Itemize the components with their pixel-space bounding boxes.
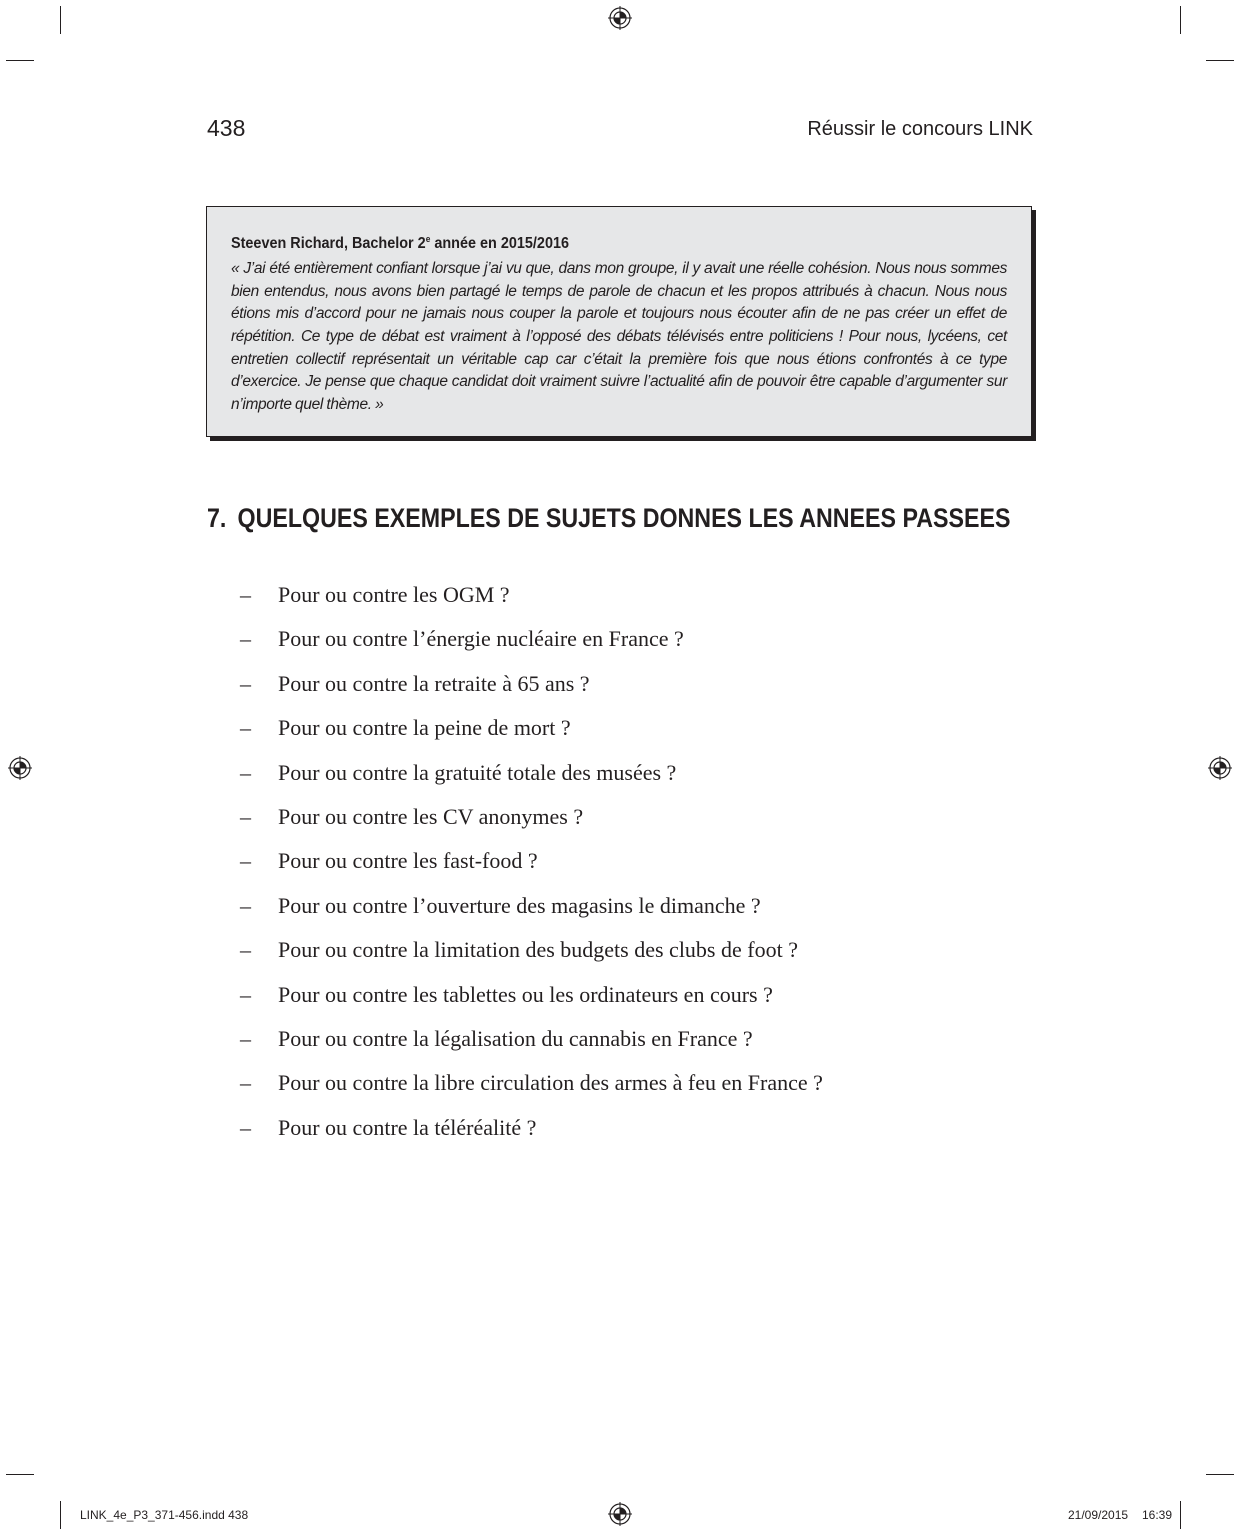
registration-mark-icon [1208,756,1232,780]
topic-text: Pour ou contre la limitation des budgets des clubs de foot ? [278,937,798,963]
topic-text: Pour ou contre les tablettes ou les ordinateurs en cours ? [278,981,773,1007]
crop-mark-right-bottom [1206,1474,1234,1475]
topic-text: Pour ou contre la peine de mort ? [278,715,571,741]
topic-text: Pour ou contre la gratuité totale des musées ? [278,759,677,785]
list-item [240,1111,823,1155]
list-item [240,667,823,711]
list-item [240,844,823,888]
list-item [240,711,823,755]
crop-mark-right-top [1206,60,1234,61]
list-dash: – [240,1114,251,1140]
author-superscript: e [425,234,431,244]
footer-file-slug: LINK_4e_P3_371-456.indd 438 [80,1508,249,1522]
list-dash: – [240,981,251,1007]
list-item [240,756,823,800]
list-dash: – [240,582,251,607]
testimonial-author: Steeven Richard, Bachelor 2e année en 2015/2016 [231,234,569,253]
topic-text: Pour ou contre l’ouverture des magasins le dimanche ? [278,892,761,918]
testimonial-box [206,206,1032,437]
list-item [240,889,823,933]
section-number: 7. [207,503,227,533]
section-heading [207,503,1010,534]
list-item [240,622,823,666]
running-title: Réussir le concours LINK [807,118,1033,140]
topic-text: Pour ou contre les OGM ? [278,582,510,607]
footer-date: 21/09/2015 [1068,1508,1129,1522]
section-title: QUELQUES EXEMPLES DE SUJETS DONNES LES ANNEES PASSEES [237,503,1011,533]
crop-mark-left-top [6,60,34,61]
topic-text: Pour ou contre les CV anonymes ? [278,803,584,829]
footer-time: 16:39 [1142,1508,1173,1522]
list-dash: – [240,626,251,652]
list-dash: – [240,1070,251,1096]
topic-text: Pour ou contre l’énergie nucléaire en France ? [278,626,684,652]
crop-mark-top-left [60,6,61,34]
crop-mark-top-right [1180,6,1181,34]
topic-text: Pour ou contre la retraite à 65 ans ? [278,670,590,696]
registration-mark-icon [608,6,632,30]
list-dash: – [240,715,251,741]
list-dash: – [240,1025,251,1051]
list-item [240,933,823,977]
list-dash: – [240,848,251,874]
testimonial-quote: « J’ai été entièrement confiant lorsque j’ai vu que, dans mon groupe, il y avait une réelle cohésion. Nous nous sommes bien entendus, nous avons bien partagé le temps de parole de chacun et les propos attribués à chacun. Nous nous étions mis d’accord pour ne jamais nous couper la parole et toujours nous écouter afin de ne pas créer un effet de répétition. Ce type de débat est vraiment à l’opposé des débats télévisés entre politiciens ! Pour nous, lycéens, cet entretien collectif représentait un véritable cap car c’était la première fois que nous étions confrontés à ce type d’exercice. Je pense que chaque candidat doit vraiment suivre l’actualité afin de pouvoir être capable d’argumenter sur n’importe quel thème. » [231,260,1007,413]
crop-mark-bottom-left [60,1501,61,1529]
crop-mark-bottom-right [1180,1501,1181,1529]
list-dash: – [240,803,251,829]
list-dash: – [240,892,251,918]
list-item [240,978,823,1022]
topic-list [240,578,823,1155]
topic-text: Pour ou contre la téléréalité ? [278,1114,537,1140]
registration-mark-icon [8,756,32,780]
list-dash: – [240,759,251,785]
list-item [240,1022,823,1066]
crop-mark-left-bottom [6,1474,34,1475]
registration-mark-icon [608,1502,632,1526]
topic-text: Pour ou contre les fast-food ? [278,848,538,874]
page-number: 438 [207,115,246,141]
list-dash: – [240,937,251,963]
list-item [240,800,823,844]
list-dash: – [240,670,251,696]
list-item [240,1066,823,1110]
topic-text: Pour ou contre la légalisation du cannabis en France ? [278,1025,753,1051]
list-item [240,578,823,622]
topic-text: Pour ou contre la libre circulation des armes à feu en France ? [278,1070,823,1096]
